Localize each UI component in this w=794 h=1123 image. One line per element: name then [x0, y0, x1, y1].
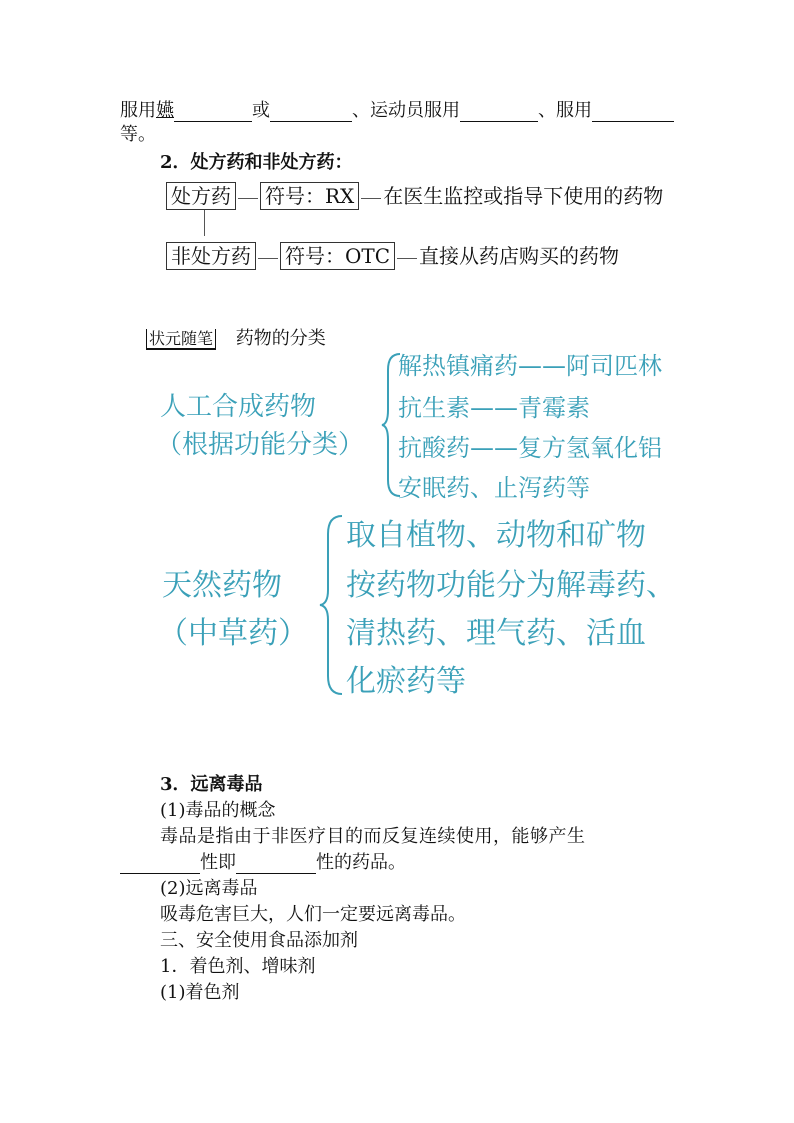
section3-sub1: (1)毒品的概念	[160, 800, 276, 821]
text-xing-end: 性的药品。	[316, 852, 406, 873]
notes-tag: 状元随笔	[146, 329, 216, 350]
item1-heading: 1．着色剂、增味剂	[160, 956, 316, 977]
part3-heading: 三、安全使用食品添加剂	[160, 930, 358, 951]
section3-para1: 毒品是指由于非医疗目的而反复连续使用，能够产生	[160, 826, 586, 847]
rx-symbol-box: 符号：RX	[260, 182, 359, 210]
synthetic-label-1: 人工合成药物	[160, 392, 317, 422]
text-mid: 、运动员服用	[352, 100, 460, 121]
text-word: 嬿	[156, 100, 174, 121]
blank-6[interactable]	[236, 855, 316, 874]
dash	[361, 198, 381, 199]
synthetic-item: 抗生素——青霉素	[398, 394, 590, 422]
rx-desc: 在医生监控或指导下使用的药物	[383, 184, 664, 208]
natural-label-2: （中草药）	[158, 616, 308, 651]
natural-brace	[318, 512, 346, 698]
blank-2[interactable]	[270, 103, 352, 122]
natural-label-1: 天然药物	[162, 568, 282, 603]
dash	[258, 258, 278, 259]
section3-para2: 吸毒危害巨大，人们一定要远离毒品。	[160, 904, 466, 925]
sub3-heading: (1)着色剂	[160, 982, 240, 1003]
synthetic-item: 解热镇痛药——阿司匹林	[398, 352, 662, 380]
section3-sub2: (2)远离毒品	[160, 878, 258, 899]
natural-item: 化瘀药等	[346, 664, 466, 699]
rx-label-box: 处方药	[166, 182, 236, 210]
blank-5[interactable]	[120, 855, 200, 874]
text-prefix: 服用	[120, 100, 156, 121]
text-end: 等。	[120, 124, 156, 145]
text-or: 或	[252, 100, 270, 121]
notes-title: 药物的分类	[235, 328, 326, 349]
dash	[238, 198, 258, 199]
fill-in-line-1	[120, 100, 674, 122]
synthetic-item: 抗酸药——复方氢氧化铝	[398, 434, 662, 462]
blank-1[interactable]	[174, 103, 252, 122]
natural-item: 取自植物、动物和矿物	[346, 518, 646, 553]
section3-heading: 3．远离毒品	[160, 774, 263, 795]
rx-flow	[166, 180, 663, 210]
otc-label-box: 非处方药	[166, 242, 256, 270]
blank-3[interactable]	[460, 103, 538, 122]
text-comma: 、服用	[538, 100, 592, 121]
synthetic-label-2: （根据功能分类）	[156, 430, 365, 460]
otc-symbol-box: 符号：OTC	[280, 242, 395, 270]
section2-heading: 2．处方药和非处方药：	[160, 152, 353, 173]
notes-header	[146, 324, 326, 350]
blank-4[interactable]	[592, 103, 674, 122]
otc-desc: 直接从药店购买的药物	[419, 244, 620, 268]
natural-item: 按药物功能分为解毒药、	[346, 568, 676, 603]
natural-item: 清热药、理气药、活血	[346, 616, 646, 651]
connector-line	[204, 210, 205, 236]
otc-flow	[166, 240, 619, 270]
dash	[397, 258, 417, 259]
synthetic-item: 安眠药、止泻药等	[398, 474, 590, 502]
section3-para1b	[120, 852, 406, 874]
text-xing-ji: 性即	[200, 852, 236, 873]
